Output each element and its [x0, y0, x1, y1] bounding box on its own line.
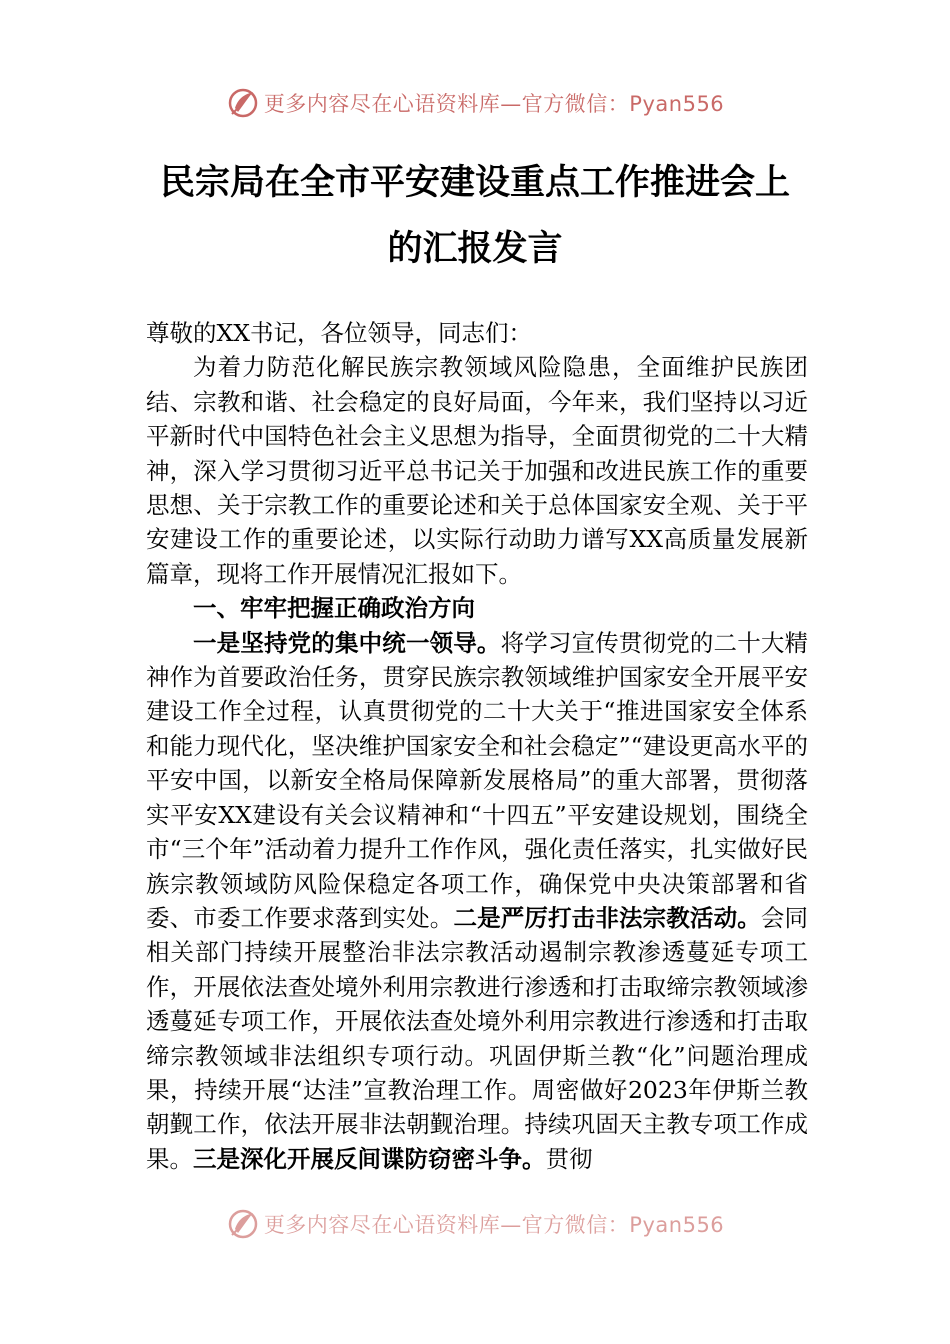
point-1-title: 一是坚持党的集中统一领导。 — [193, 628, 501, 657]
title-line-1: 民宗局在全市平安建设重点工作推进会上 — [159, 162, 790, 203]
document-title — [140, 150, 810, 282]
point-3-title: 三是深化开展反间谍防窃密斗争。 — [193, 1144, 546, 1173]
section-paragraph — [146, 626, 808, 1177]
document-body — [146, 316, 808, 1176]
greeting: 尊敬的XX书记，各位领导，同志们： — [146, 319, 532, 347]
point-2-title: 二是严厉打击非法宗教活动。 — [453, 903, 761, 932]
point-3-body: 贯彻 — [545, 1144, 593, 1173]
point-2-body: 会同相关部门持续开展整治非法宗教活动遏制宗教渗透蔓延专项工作，开展依法查处境外利用宗教进行渗透和打击取缔宗教领域渗透蔓延专项工作，开展依法查处境外利用宗教进行渗透和打击取缔宗教领域非法组织专项行动。巩固伊斯兰教“化”问题治理成果，持续开展“达洼”宣教治理工作。周密做好2023年伊斯兰教朝觐工作，依法开展非法朝觐治理。持续巩固天主教专项工作成果。 — [146, 903, 809, 1173]
section-heading: 一、牢牢把握正确政治方向 — [193, 594, 475, 623]
watermark-text: 更多内容尽在心语资料库—官方微信：Pyan556 — [263, 1213, 725, 1237]
watermark-footer — [0, 1204, 950, 1244]
point-1-body: 将学习宣传贯彻党的二十大精神作为首要政治任务，贯穿民族宗教领域维护国家安全开展平安建设工作全过程，认真贯彻党的二十大关于“推进国家安全体系和能力现代化，坚决维护国家安全和社会稳定”“建设更高水平的平安中国，以新安全格局保障新发展格局”的重大部署，贯彻落实平安XX建设有关会议精神和“十四五”平安建设规划，围绕全市“三个年”活动着力提升工作作风，强化责任落实，扎实做好民族宗教领域防风险保稳定各项工作，确保党中央决策部署和省委、市委工作要求落到实处。 — [146, 628, 809, 932]
watermark-logo-icon — [226, 1207, 260, 1241]
watermark-header — [0, 83, 950, 123]
title-line-2: 的汇报发言 — [387, 228, 563, 269]
intro-paragraph: 为着力防范化解民族宗教领域风险隐患，全面维护民族团结、宗教和谐、社会稳定的良好局面，今年来，我们坚持以习近平新时代中国特色社会主义思想为指导，全面贯彻党的二十大精神，深入学习贯彻习近平总书记关于加强和改进民族工作的重要思想、关于宗教工作的重要论述和关于总体国家安全观、关于平安建设工作的重要论述，以实际行动助力谱写XX高质量发展新篇章，现将工作开展情况汇报如下。 — [146, 353, 808, 588]
watermark-logo-icon — [226, 86, 260, 120]
watermark-text: 更多内容尽在心语资料库—官方微信：Pyan556 — [263, 92, 725, 116]
